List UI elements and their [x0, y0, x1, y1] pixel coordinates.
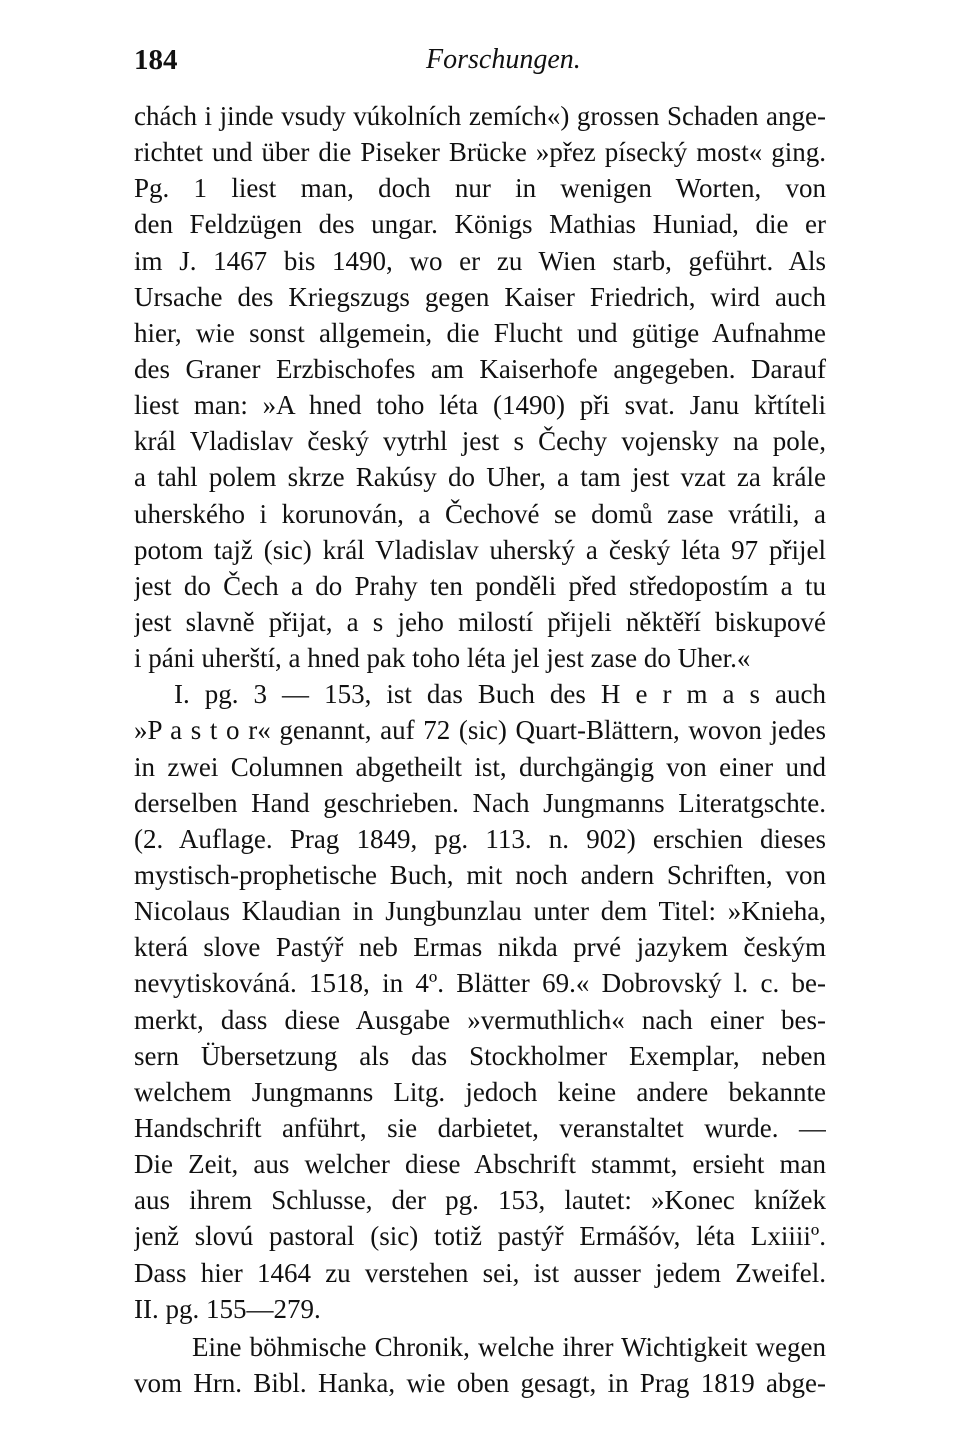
text-line: (2. Auflage. Prag 1849, pg. 113. n. 902) erschien dieses	[134, 823, 826, 854]
text-line: I. pg. 3 — 153, ist das Buch des H e r m a s auch	[174, 679, 826, 710]
text-line: II. pg. 155—279.	[134, 1293, 321, 1324]
text-line: chách i jinde vsudy vúkolních zemích«) grossen Schaden ange-	[134, 101, 826, 131]
text-line: derselben Hand geschrieben. Nach Jungmanns Literatgschte.	[134, 787, 826, 818]
body-text	[134, 98, 826, 1401]
text-line: welchem Jungmanns Litg. jedoch keine andere bekannte	[134, 1076, 826, 1107]
text-line: Nicolaus Klaudian in Jungbunzlau unter dem Titel: »Knieha,	[134, 896, 826, 927]
text-line: potom tajž (sic) král Vladislav uherský a český léta 97 přijel	[134, 534, 826, 565]
text-line: vom Hrn. Bibl. Hanka, wie oben gesagt, in Prag 1819 abge-	[134, 1367, 826, 1398]
text-line: i páni uherští, a hned pak toho léta jel jest zase do Uher.«	[134, 643, 751, 674]
text-line: jest slavně přijat, a s jeho milostí přijeli něktěří biskupové	[134, 606, 826, 637]
text-line: jenž slovú pastoral (sic) totiž pastýř Ermášóv, léta Lxiiiiº.	[134, 1221, 826, 1252]
text-line: sern Übersetzung als das Stockholmer Exemplar, neben	[134, 1040, 826, 1071]
page-header	[134, 38, 824, 88]
text-line: merkt, dass diese Ausgabe »vermuthlich« nach einer bes-	[134, 1004, 826, 1035]
text-line: in zwei Columnen abgetheilt ist, durchgängig von einer und	[134, 751, 826, 782]
text-line: »P a s t o r« genannt, auf 72 (sic) Quart-Blättern, wovon jedes	[134, 715, 826, 746]
running-title: Forschungen.	[426, 44, 581, 75]
text-line: Ursache des Kriegszugs gegen Kaiser Friedrich, wird auch	[134, 281, 826, 312]
text-line: aus ihrem Schlusse, der pg. 153, lautet: »Konec knížek	[134, 1185, 826, 1216]
text-line: Pg. 1 liest man, doch nur in wenigen Worten, von	[134, 173, 826, 204]
text-line: liest man: »A hned toho léta (1490) při svat. Janu křtíteli	[134, 390, 826, 421]
text-line: mystisch-prophetische Buch, mit noch andern Schriften, von	[134, 859, 826, 890]
text-line: uherského i korunován, a Čechové se domů zase vrátili, a	[134, 498, 826, 529]
text-line: hier, wie sonst allgemein, die Flucht und gütige Aufnahme	[134, 317, 826, 348]
text-line: Handschrift anführt, sie darbietet, veranstaltet wurde. —	[134, 1112, 826, 1143]
text-line: des Graner Erzbischofes am Kaiserhofe angegeben. Darauf	[134, 353, 826, 384]
text-line: která slove Pastýř neb Ermas nikda prvé jazykem českým	[134, 932, 826, 963]
page-number: 184	[134, 44, 178, 76]
text-line: im J. 1467 bis 1490, wo er zu Wien starb, geführt. Als	[134, 245, 826, 276]
text-line: nevytiskováná. 1518, in 4º. Blätter 69.« Dobrovský l. c. be-	[134, 968, 826, 999]
text-line: král Vladislav český vytrhl jest s Čechy vojensky na pole,	[134, 426, 826, 457]
text-line: jest do Čech a do Prahy ten ponděli před středopostím a tu	[134, 570, 826, 601]
text-line: richtet und über die Piseker Brücke »přez písecký most« ging.	[134, 137, 826, 168]
text-line: Dass hier 1464 zu verstehen sei, ist ausser jedem Zweifel.	[134, 1257, 826, 1288]
text-line: Die Zeit, aus welcher diese Abschrift stammt, ersieht man	[134, 1149, 826, 1180]
text-line: Eine böhmische Chronik, welche ihrer Wichtigkeit wegen	[192, 1331, 826, 1362]
text-line: a tahl polem skrze Rakúsy do Uher, a tam jest vzat za krále	[134, 462, 826, 493]
text-line: den Feldzügen des ungar. Königs Mathias Huniad, die er	[134, 209, 826, 240]
